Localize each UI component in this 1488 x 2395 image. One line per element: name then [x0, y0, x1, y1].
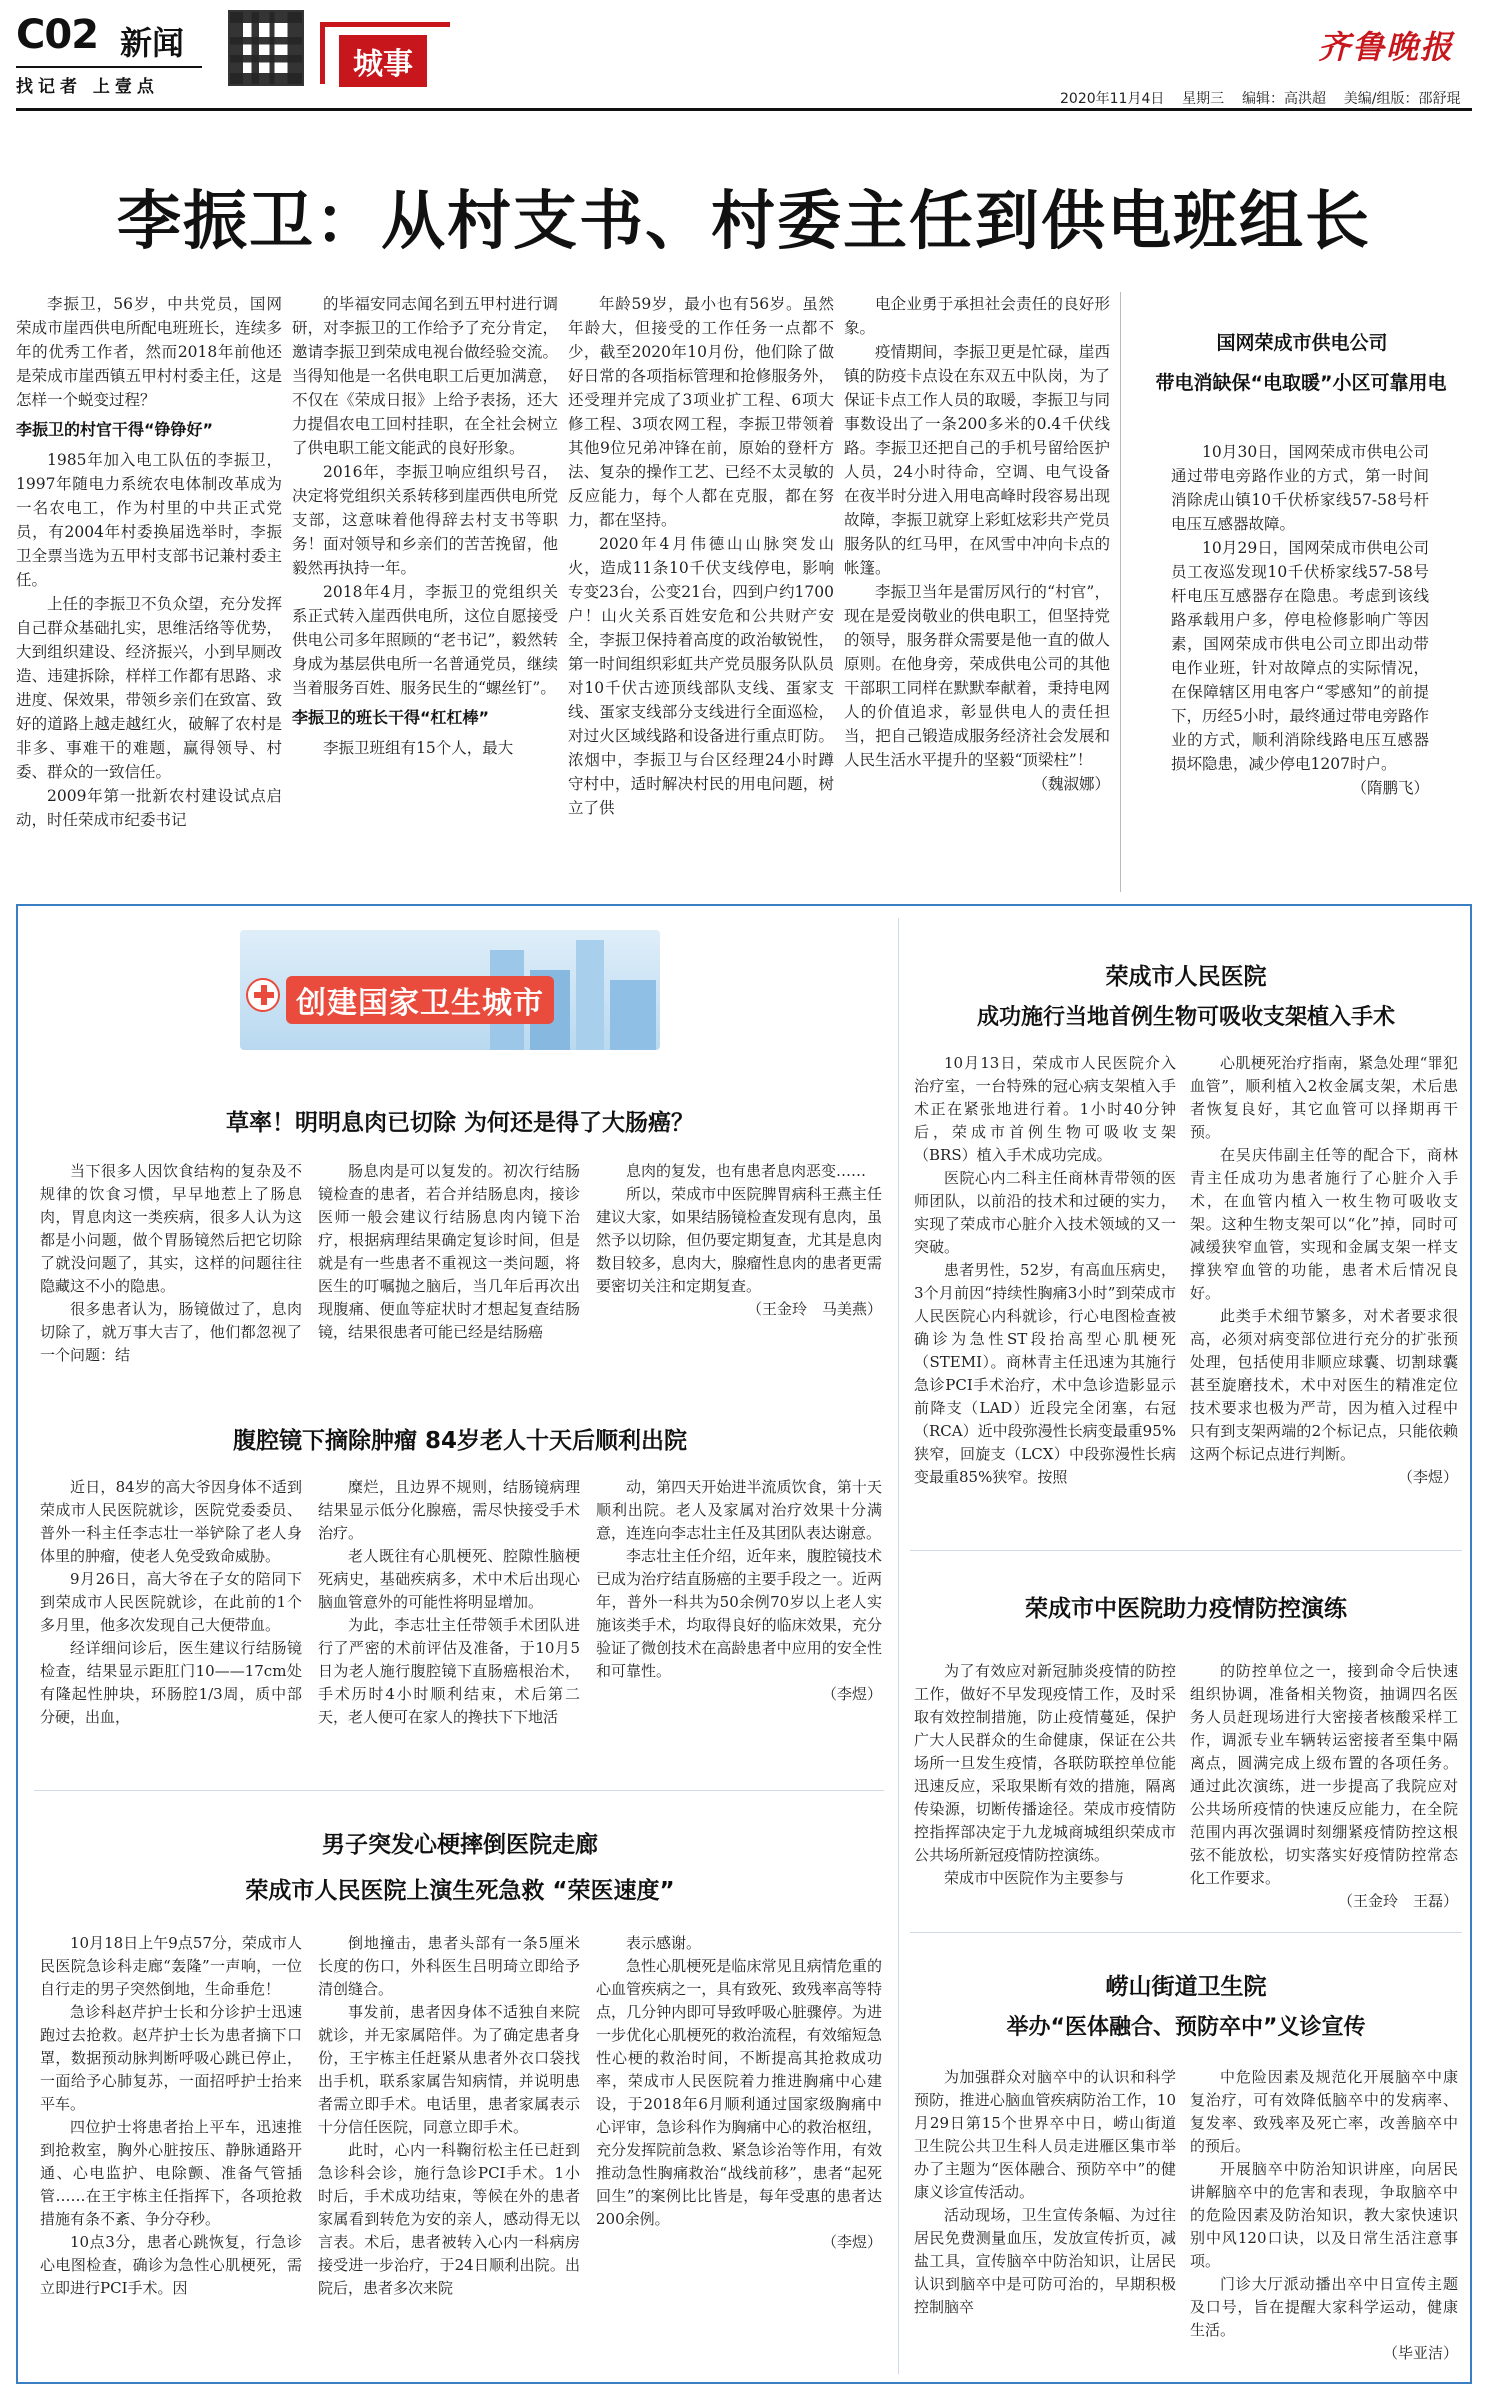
banner-title: 创建国家卫生城市: [286, 976, 554, 1024]
lead-paragraph: 2020年4月伟德山山脉突发山火，造成11条10千伏支线停电，影响专变23台，公变21台，四到户约1700户！山火关系百姓安危和公共财产安全，李振卫保持着高度的政治敏锐性，第一时间组织彩虹共产党员服务队队员对10千伏古迹顶线部队支线、蛋家支线、蛋家支线部分支线进行全面巡检，对过火区域线路和设备进行重点盯防。浓烟中，李振卫与台区经理24小时蹲守村中，适时解决村民的用电问题，树立了供: [568, 535, 834, 817]
issue-weekday: 星期三: [1182, 91, 1225, 107]
laparoscope-paragraph: 老人既往有心肌梗死、腔隙性脑梗死病史，基础疾病多，术中术后出现心脑血管意外的可能性将明显增加。: [318, 1547, 580, 1611]
banner-cross-icon: [246, 978, 280, 1012]
side-brief-body: [1171, 440, 1429, 800]
polyp-col-2: [318, 1160, 580, 1344]
header-slogan: 找记者 上壹点: [16, 77, 159, 97]
lead-paragraph: 2016年，李振卫响应组织号召，决定将党组织关系转移到崖西供电所党支部，这意味着他得辞去村支书等职务！面对领导和乡亲们的苦苦挽留，他毅然再执持一年。: [292, 463, 558, 577]
skyline-building: [576, 940, 604, 1050]
lead-col-4: [844, 292, 1110, 796]
polyp-title: 草率！明明息肉已切除 为何还是得了大肠癌？: [225, 1110, 694, 1136]
heart-col-2: [318, 1932, 580, 2300]
drill-paragraph: 的防控单位之一，接到命令后快速组织协调，准备相关物资，抽调四名医务人员赶现场进行大密接者核酸采样工作，调派专业车辆转运密接者至集中隔离点，圆满完成上级布置的各项任务。通过此次演练，进一步提高了我院应对公共场所疫情的快速反应能力，在全院范围内再次强调时刻绷紧疫情防控这根弦不能放松，切实落实好疫情防控常态化工作要求。: [1190, 1662, 1458, 1887]
heart-paragraph: 10点3分，患者心跳恢复，行急诊心电图检查，确诊为急性心肌梗死，需立即进行PCI手术。因: [40, 2233, 302, 2297]
stent-col-1: [914, 1052, 1176, 1489]
page-section: 新闻: [120, 24, 185, 62]
stent-paragraph: 此类手术细节繁多，对术者要求很高，必须对病变部位进行充分的扩张预处理，包括使用非顺应球囊、切割球囊甚至旋磨技术，术中对医生的精准定位技术要求也极为严苛，因为植入过程中只有到支架两端的2个标记点，只能依赖这两个标记点进行判断。: [1190, 1307, 1458, 1463]
laparoscope-paragraph: 糜烂，且边界不规则，结肠镜病理结果显示低分化腺癌，需尽快接受手术治疗。: [318, 1478, 580, 1542]
laoshan-byline: （毕亚洁）: [1382, 2344, 1458, 2362]
lead-col-3: [568, 292, 834, 820]
header-rule: [16, 108, 1472, 111]
laparoscope-paragraph: 动，第四天开始进半流质饮食，第十天顺利出院。老人及家属对治疗效果十分满意，连连向李志壮主任及其团队表达谢意。: [596, 1478, 882, 1542]
laoshan-paragraph: 门诊大厅派动播出卒中日宣传主题及口号，旨在提醒大家科学运动，健康生活。: [1190, 2275, 1458, 2339]
heart-paragraph: 事发前，患者因身体不适独自来院就诊，并无家属陪伴。为了确定患者身份，王宇栋主任赶紧从患者外衣口袋找出手机，联系家属告知病情，并说明患者需立即手术。电话里，患者家属表示十分信任医院，同意立即手术。: [318, 2003, 580, 2136]
laparoscope-col-2: [318, 1476, 580, 1729]
lead-paragraph: 2018年4月，李振卫的党组织关系正式转入崖西供电所，这位自愿接受供电公司多年照顾的“老书记”，毅然转身成为基层供电所一名普通党员，继续当着服务百姓、服务民生的“螺丝钉”。: [292, 583, 558, 697]
drill-col-1: [914, 1660, 1176, 1890]
lead-paragraph: 李振卫当年是雷厉风行的“村官”，现在是爱岗敬业的供电职工，但坚持党的领导，服务群众需要是他一直的做人原则。在他身旁，荣成供电公司的其他干部职工同样在默默奉献着，秉持电网人的价值追求，彰显供电人的责任担当，把自己锻造成服务经济社会发展和人民生活水平提升的坚毅“顶梁柱”！: [844, 583, 1110, 769]
polyp-paragraph: 所以，荣成市中医院脾胃病科王燕主任建议大家，如果结肠镜检查发现有息肉，虽然予以切除，但仍要定期复查，尤其是息肉数目较多，息肉大，腺瘤性息肉的患者更需要密切关注和定期复查。: [596, 1185, 882, 1295]
laoshan-paragraph: 中危险因素及规范化开展脑卒中康复治疗，可有效降低脑卒中的发病率、复发率、致残率及死亡率，改善脑卒中的预后。: [1190, 2068, 1458, 2155]
stent-org: 荣成市人民医院: [1105, 964, 1267, 990]
side-brief-byline: （隋鹏飞）: [1351, 779, 1429, 797]
stent-title: 成功施行当地首例生物可吸收支架植入手术: [976, 1005, 1395, 1030]
lead-paragraph: 2009年第一批新农村建设试点启动，时任荣成市纪委书记: [16, 787, 282, 829]
page-header: [0, 0, 1488, 112]
lead-paragraph: 年龄59岁，最小也有56岁。虽然年龄大，但接受的工作任务一点都不少，截至2020年10月份，他们除了做好日常的各项指标管理和抢修服务外，还受理并完成了3项业扩工程、6项大修工程、3项农网工程，李振卫带领着其他9位兄弟冲锋在前，原始的登杆方法、复杂的操作工艺、已经不太灵敏的反应能力，每个人都在克服，都在努力，都在坚持。: [568, 295, 834, 529]
lead-subhead: 李振卫的村官干得“铮铮好”: [16, 420, 214, 439]
qr-code: [228, 10, 304, 86]
heart-paragraph: 急性心肌梗死是临床常见且病情危重的心血管疾病之一，具有致死、致残率高等特点，几分钟内即可导致呼吸心脏骤停。为进一步优化心肌梗死的救治流程，有效缩短急性心梗的救治时间，不断提高其抢救成功率，荣成市人民医院着力推进胸痛中心建设，于2018年6月顺利通过国家级胸痛中心评审，急诊科作为胸痛中心的救治枢纽，充分发挥院前急救、紧急诊治等作用，有效推动急性胸痛救治“战线前移”，患者“起死回生”的案例比比皆是，每年受惠的患者达200余例。: [596, 1957, 882, 2228]
laparoscope-paragraph: 李志壮主任介绍，近年来，腹腔镜技术已成为治疗结直肠癌的主要手段之一。近两年，普外一科共为50余例70岁以上老人实施该类手术，均取得良好的临床效果，充分验证了微创技术在高龄患者中应用的安全性和可靠性。: [596, 1547, 882, 1680]
skyline-building: [610, 980, 656, 1050]
section-divider: [910, 1932, 1462, 1933]
polyp-paragraph: 肠息肉是可以复发的。初次行结肠镜检查的患者，若合并结肠息肉，接诊医师一般会建议行结肠息肉内镜下治疗，根据病理结果确定复诊时间，但是就是有一些患者不重视这一类问题，将医生的叮嘱抛之脑后，当几年后再次出现腹痛、便血等症状时才想起复查结肠镜，结果很患者可能已经是结肠癌: [318, 1162, 580, 1341]
polyp-col-3: [596, 1160, 882, 1321]
masthead-logo: 齐鲁晚报: [1318, 28, 1455, 66]
heart-title-1: 男子突发心梗摔倒医院走廊: [322, 1832, 598, 1858]
heart-byline: （李煜）: [821, 2233, 882, 2251]
stent-paragraph: 患者男性，52岁，有高血压病史，3个月前因“持续性胸痛3小时”到荣成市人民医院心内科就诊，行心电图检查被确诊为急性ST段抬高型心肌梗死（STEMI）。商林青主任迅速为其施行急诊PCI手术治疗，术中急诊造影显示前降支（LAD）近段完全闭塞，右冠（RCA）近中段弥漫性长病变最重95%狭窄，回旋支（LCX）中段弥漫性长病变最重85%狭窄。按照: [914, 1261, 1176, 1486]
polyp-paragraph: 当下很多人因饮食结构的复杂及不规律的饮食习惯，早早地惹上了肠息肉，胃息肉这一类疾病，很多人认为这都是小问题，做个胃肠镜然后把它切除了就没问题了，其实，这样的问题往往隐藏这不小的隐患。: [40, 1162, 302, 1295]
heart-paragraph: 此时，心内一科鞠衍松主任已赶到急诊科会诊，施行急诊PCI手术。1小时后，手术成功结束，等候在外的患者家属看到转危为安的亲人，感动得无以言表。术后，患者被转入心内一科病房接受进一步治疗，于24日顺利出院。出院后，患者多次来院: [318, 2141, 580, 2297]
issue-date: 2020年11月4日: [1060, 91, 1165, 107]
laoshan-paragraph: 为加强群众对脑卒中的认识和科学预防，推进心脑血管疾病防治工作，10月29日第15个世界卒中日，崂山街道卫生院公共卫生科人员走进雁区集市举办了主题为“医体融合、预防卒中”的健康义诊宣传活动。: [914, 2068, 1176, 2201]
side-brief-paragraph: 10月30日，国网荣成市供电公司通过带电旁路作业的方式，第一时间消除虎山镇10千伏桥家线57-58号杆电压互感器故障。: [1171, 443, 1429, 533]
heart-paragraph: 倒地撞击，患者头部有一条5厘米长度的伤口，外科医生吕明琦立即给予清创缝合。: [318, 1934, 580, 1998]
drill-paragraph: 为了有效应对新冠肺炎疫情的防控工作，做好不早发现疫情工作，及时采取有效控制措施，防止疫情蔓延，保护广大人民群众的生命健康，保证在公共场所一旦发生疫情，各联防联控单位能迅速反应，采取果断有效的措施，隔离传染源，切断传播途径。荣成市疫情防控指挥部决定于九龙城商城组织荣成市公共场所新冠疫情防控演练。: [914, 1662, 1176, 1864]
laparoscope-paragraph: 经详细问诊后，医生建议行结肠镜检查，结果显示距肛门10——17cm处有隆起性肿块，环肠腔1/3周，质中部分硬，出血，: [40, 1639, 302, 1726]
lead-paragraph: 1985年加入电工队伍的李振卫，1997年随电力系统农电体制改革成为一名农电工，作为村里的中共正式党员，有2004年村委换届选举时，李振卫全票当选为五甲村支部书记兼村委主任。: [16, 451, 282, 589]
health-divider-vertical: [898, 918, 899, 2374]
polyp-paragraph: 息肉的复发，也有患者息肉恶变……: [626, 1162, 867, 1180]
stent-paragraph: 10月13日，荣成市人民医院介入治疗室，一台特殊的冠心病支架植入手术正在紧张地进行着。1小时40分钟后，荣成市首例生物可吸收支架（BRS）植入手术成功完成。: [914, 1054, 1176, 1164]
designer-credit: 美编/组版：邵舒琨: [1343, 91, 1461, 107]
heart-paragraph: 四位护士将患者抬上平车，迅速推到抢救室，胸外心脏按压、静脉通路开通、心电监护、电除颤、准备气管插管……在王宇栋主任指挥下，各项抢救措施有条不紊、争分夺秒。: [40, 2118, 302, 2228]
drill-col-2: [1190, 1660, 1458, 1913]
lead-paragraph: 的毕福安同志闻名到五甲村进行调研，对李振卫的工作给予了充分肯定，邀请李振卫到荣成电视台做经验交流。当得知他是一名供电职工后更加满意，不仅在《荣成日报》上给予表扬，还大力提倡农电工回村挂职，在全社会树立了供电职工能文能武的良好形象。: [292, 295, 558, 457]
section-tab-label: 城事: [339, 35, 427, 87]
side-brief-org: 国网荣成市供电公司: [1216, 332, 1388, 354]
laoshan-col-2: [1190, 2066, 1458, 2365]
drill-title: 荣成市中医院助力疫情防控演练: [1025, 1596, 1347, 1622]
laoshan-title: 举办“医体融合、预防卒中”义诊宣传: [1006, 2015, 1366, 2040]
lead-byline: （魏淑娜）: [1032, 775, 1110, 793]
section-divider: [34, 1790, 884, 1791]
laoshan-paragraph: 活动现场，卫生宣传条幅、为过往居民免费测量血压，发放宣传折页，减盐工具，宣传脑卒中防治知识，让居民认识到脑卒中是可防可治的，早期积极控制脑卒: [914, 2206, 1176, 2316]
lead-paragraph: 疫情期间，李振卫更是忙碌，崖西镇的防疫卡点设在东双五中队岗，为了保证卡点工作人员的取暖，李振卫与同事数设出了一条200多米的0.4千伏线路。李振卫还把自己的手机号留给医护人员，24小时待命，空调、电气设备在夜半时分进入用电高峰时段容易出现故障，李振卫就穿上彩虹炫彩共产党员服务队的红马甲，在风雪中冲向卡点的帐篷。: [844, 343, 1110, 577]
side-brief-title: 带电消缺保“电取暖”小区可靠用电: [1155, 372, 1447, 394]
laparoscope-byline: （李煜）: [821, 1685, 882, 1703]
stent-byline: （李煜）: [1397, 1468, 1458, 1486]
polyp-byline: （王金玲 马美燕）: [746, 1300, 882, 1318]
laparoscope-paragraph: 近日，84岁的高大爷因身体不适到荣成市人民医院就诊，医院党委委员、普外一科主任李志壮一举铲除了老人身体里的肿瘤，使老人免受致命威胁。: [40, 1478, 302, 1565]
lead-col-2: [292, 292, 558, 760]
health-banner: [240, 930, 660, 1050]
heart-col-3: [596, 1932, 882, 2254]
lead-col-1: [16, 292, 282, 832]
stent-paragraph: 医院心内二科主任商林青带领的医师团队，以前沿的技术和过硬的实力，实现了荣成市心脏介入技术领域的又一突破。: [914, 1169, 1176, 1256]
heart-paragraph: 表示感谢。: [626, 1934, 702, 1952]
laparoscope-paragraph: 9月26日，高大爷在子女的陪同下到荣成市人民医院就诊，在此前的1个多月里，他多次发现自己大便带血。: [40, 1570, 302, 1634]
lead-paragraph: 上任的李振卫不负众望，充分发挥自己群众基础扎实，思维活络等优势，大到组织建设、经济振兴，小到早厕改造、违建拆除，样样工作都有思路、求进度、保效果，带领乡亲们在致富、致好的道路上越走越红火，破解了农村是非多、事难干的难题，赢得领导、村委、群众的一致信任。: [16, 595, 282, 781]
side-brief: [1120, 292, 1472, 892]
header-underline: [16, 66, 202, 68]
section-divider: [910, 1550, 1462, 1551]
polyp-col-1: [40, 1160, 302, 1367]
lead-headline: 李振卫：从村支书、村委主任到供电班组长: [117, 185, 1371, 259]
heart-title-2: 荣成市人民医院上演生死急救 “荣医速度”: [245, 1878, 675, 1904]
lead-paragraph: 李振卫班组有15个人，最大: [323, 739, 514, 757]
laparoscope-paragraph: 为此，李志壮主任带领手术团队进行了严密的术前评估及准备，于10月5日为老人施行腹腔镜下直肠癌根治术，手术历时4小时顺利结束，术后第二天，老人便可在家人的搀扶下下地活: [318, 1616, 580, 1726]
section-tab: [320, 22, 450, 84]
laparoscope-col-1: [40, 1476, 302, 1729]
laparoscope-col-3: [596, 1476, 882, 1706]
drill-byline: （王金玲 王磊）: [1337, 1892, 1458, 1910]
lead-subhead: 李振卫的班长干得“杠杠棒”: [292, 708, 490, 727]
polyp-paragraph: 很多患者认为，肠镜做过了，息肉切除了，就万事大吉了，他们都忽视了一个问题：结: [40, 1300, 302, 1364]
heart-paragraph: 10月18日上午9点57分，荣成市人民医院急诊科走廊“轰隆”一声响，一位自行走的男子突然倒地，生命垂危！: [40, 1934, 302, 1998]
side-brief-paragraph: 10月29日，国网荣成市供电公司员工夜巡发现10千伏桥家线57-58号杆电压互感器存在隐患。考虑到该线路承载用户多，停电检修影响广等因素，国网荣成市供电公司立即出动带电作业班，针对故障点的实际情况，在保障辖区用电客户“零感知”的前提下，历经5小时，最终通过带电旁路作业的方式，顺利消除线路电压互感器损坏隐患，减少停电1207时户。: [1171, 539, 1429, 773]
stent-paragraph: 心肌梗死治疗指南，紧急处理“罪犯血管”，顺利植入2枚金属支架，术后患者恢复良好，其它血管可以择期再干预。: [1190, 1054, 1458, 1141]
lead-paragraph: 李振卫，56岁，中共党员，国网荣成市崖西供电所配电班班长，连续多年的优秀工作者，然而2018年前他还是荣成市崖西镇五甲村村委主任，这是怎样一个蜕变过程？: [16, 295, 282, 409]
heart-paragraph: 急诊科赵芹护士长和分诊护士迅速跑过去抢救。赵芹护士长为患者摘下口罩，数据预动脉判断呼吸心跳已停止，一面给予心肺复苏，一面招呼护士抬来平车。: [40, 2003, 302, 2113]
laoshan-org: 崂山街道卫生院: [1105, 1974, 1267, 2000]
stent-col-2: [1190, 1052, 1458, 1489]
heart-col-1: [40, 1932, 302, 2300]
stent-paragraph: 在吴庆伟副主任等的配合下，商林青主任成功为患者施行了心脏介入手术，在血管内植入一枚生物可吸收支架。这种生物支架可以“化”掉，同时可减缓狭窄血管，实现和金属支架一样支撑狭窄血管的功能，患者术后情况良好。: [1190, 1146, 1458, 1302]
page-code: C02: [16, 12, 99, 58]
laoshan-col-1: [914, 2066, 1176, 2319]
lead-paragraph: 电企业勇于承担社会责任的良好形象。: [844, 295, 1110, 337]
editor-credit: 编辑：高洪超: [1241, 91, 1326, 107]
laparoscope-title: 腹腔镜下摘除肿瘤 84岁老人十天后顺利出院: [232, 1428, 687, 1454]
laoshan-paragraph: 开展脑卒中防治知识讲座，向居民讲解脑卒中的危害和表现，争取脑卒中的危险因素及防治知识，教大家快速识别中风120口诀，以及日常生活注意事项。: [1190, 2160, 1458, 2270]
header-meta: [1060, 88, 1461, 108]
drill-paragraph: 荣成市中医院作为主要参与: [944, 1869, 1125, 1887]
